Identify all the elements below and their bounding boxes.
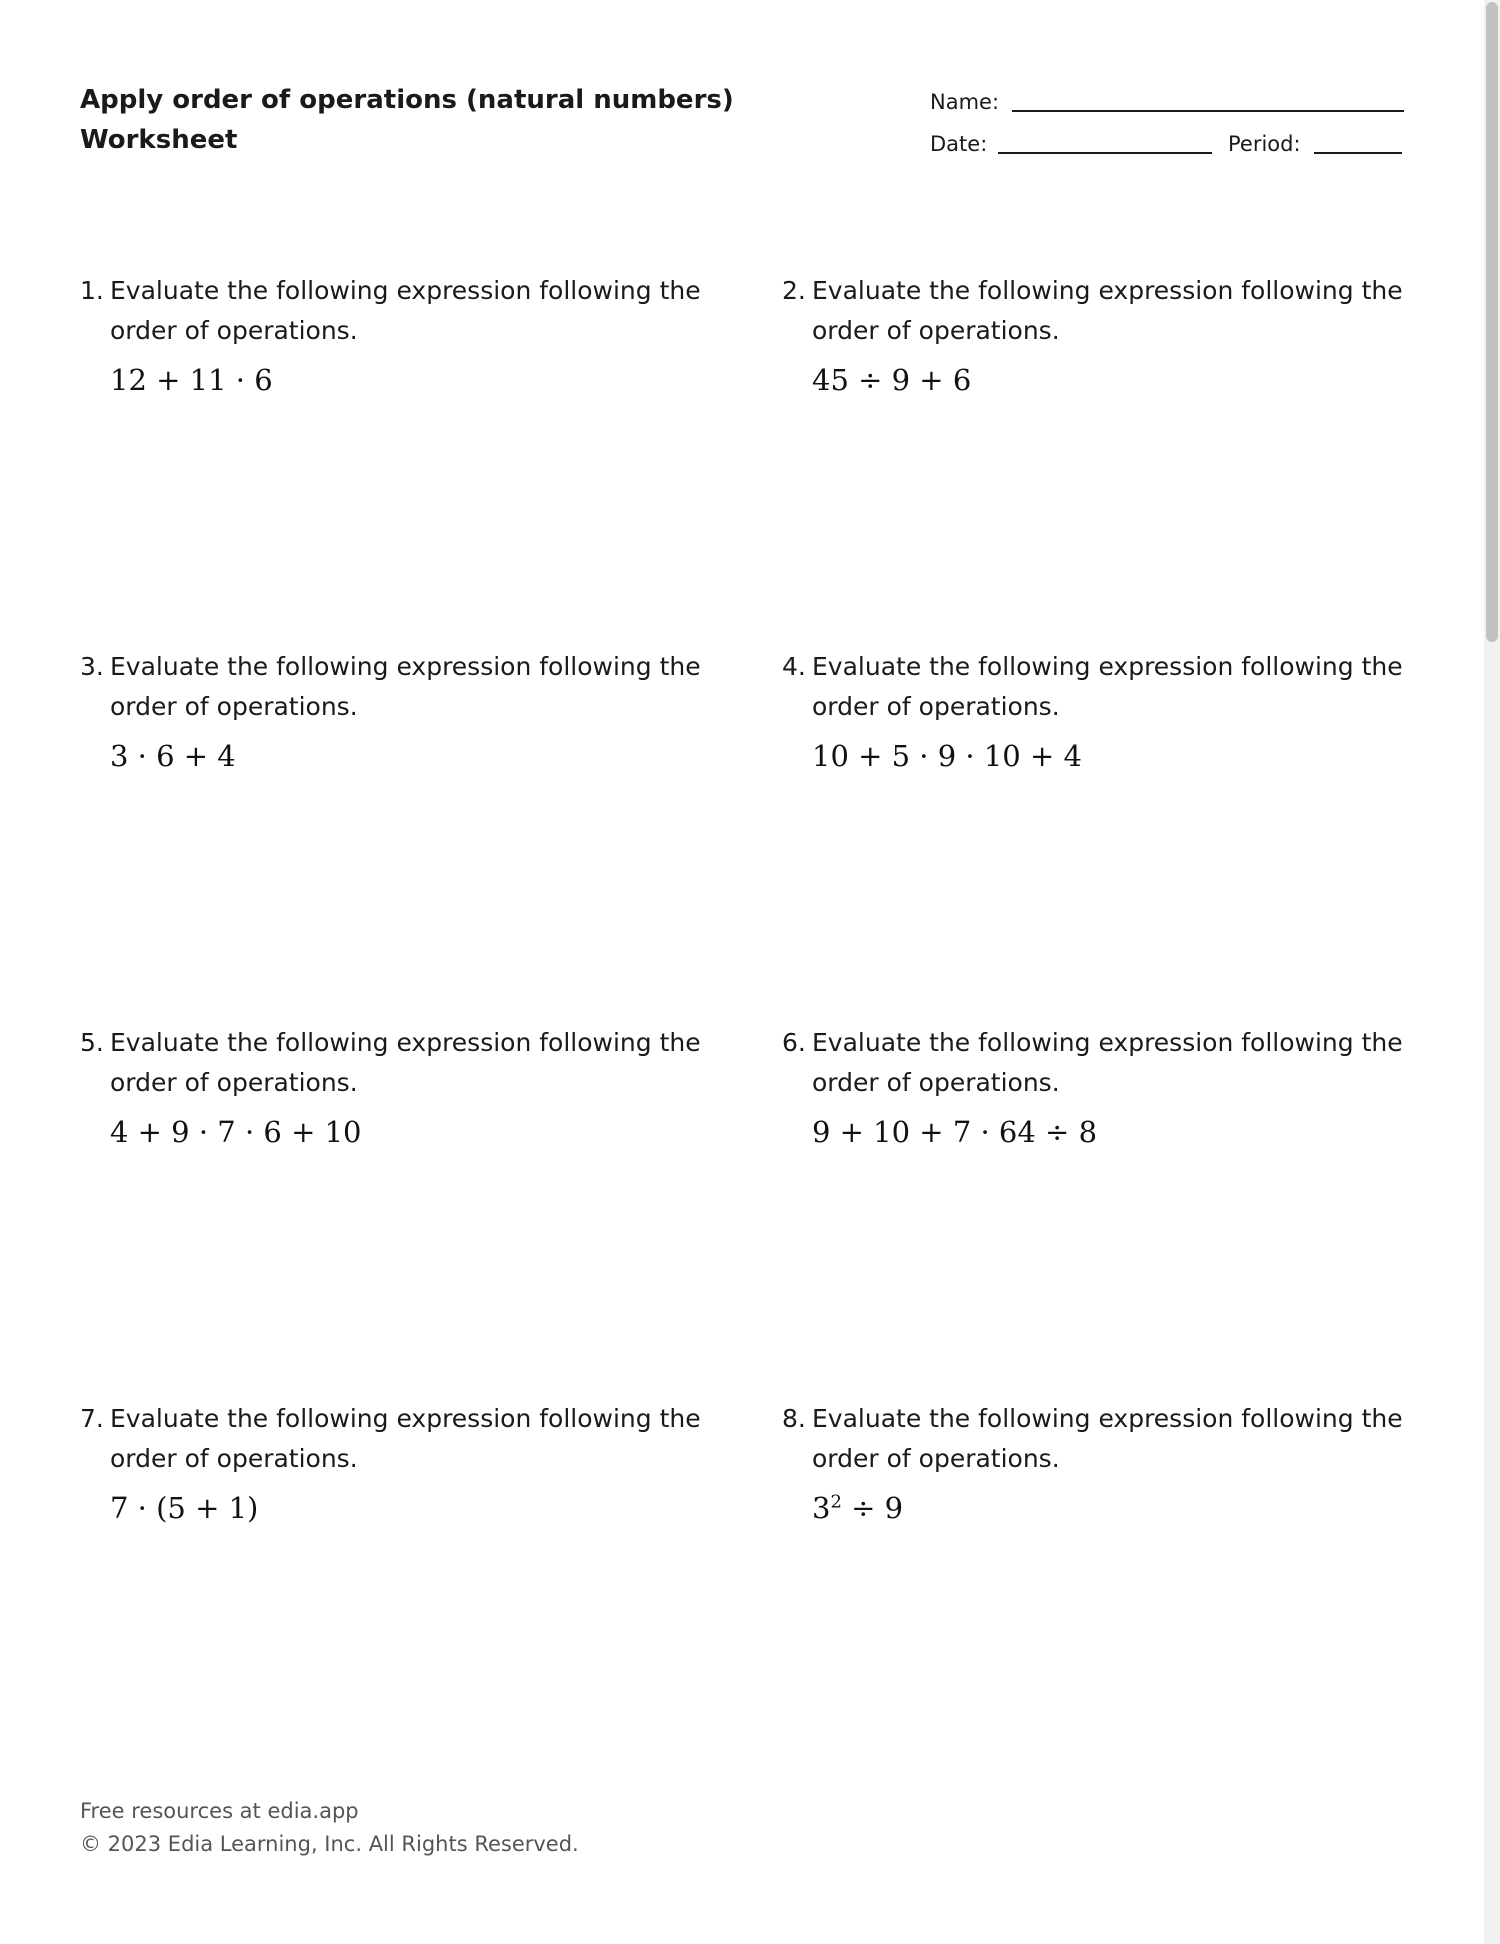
math-expression: 3 · 6 + 4 xyxy=(110,739,236,773)
question-prompt: Evaluate the following expression following the order of operations. xyxy=(812,652,1403,721)
worksheet-heading xyxy=(80,80,734,160)
question-prompt: Evaluate the following expression following the order of operations. xyxy=(110,652,701,721)
date-label: Date: xyxy=(930,132,988,156)
question-prompt: Evaluate the following expression following the order of operations. xyxy=(812,1028,1403,1097)
question-prompt: Evaluate the following expression following the order of operations. xyxy=(812,1404,1403,1473)
math-expression: 7 · (5 + 1) xyxy=(110,1491,259,1525)
name-label: Name: xyxy=(930,90,1000,114)
question-3 xyxy=(80,647,720,773)
question-4 xyxy=(782,647,1422,773)
expression-base: 3 xyxy=(812,1491,831,1525)
name-field[interactable] xyxy=(1012,110,1404,112)
math-expression: 12 + 11 · 6 xyxy=(110,363,273,397)
vertical-scrollbar[interactable] xyxy=(1484,0,1500,1944)
period-field[interactable] xyxy=(1314,152,1402,154)
footer-copyright: © 2023 Edia Learning, Inc. All Rights Reserved. xyxy=(80,1832,579,1856)
question-prompt: Evaluate the following expression following the order of operations. xyxy=(812,276,1403,345)
math-expression: 9 + 10 + 7 · 64 ÷ 8 xyxy=(812,1115,1098,1149)
question-8 xyxy=(782,1399,1422,1525)
question-number: 5. xyxy=(80,1028,104,1057)
date-field[interactable] xyxy=(998,152,1212,154)
question-6 xyxy=(782,1023,1422,1149)
period-label: Period: xyxy=(1228,132,1301,156)
question-prompt: Evaluate the following expression following the order of operations. xyxy=(110,1404,701,1473)
worksheet-subtitle: Worksheet xyxy=(80,125,238,155)
question-prompt: Evaluate the following expression following the order of operations. xyxy=(110,276,701,345)
question-prompt: Evaluate the following expression following the order of operations. xyxy=(110,1028,701,1097)
footer-resources: Free resources at edia.app xyxy=(80,1799,359,1823)
math-expression: 4 + 9 · 7 · 6 + 10 xyxy=(110,1115,362,1149)
question-2 xyxy=(782,271,1422,397)
question-7 xyxy=(80,1399,720,1525)
question-number: 2. xyxy=(782,276,806,305)
question-number: 7. xyxy=(80,1404,104,1433)
math-expression: 45 ÷ 9 + 6 xyxy=(812,363,972,397)
question-5 xyxy=(80,1023,720,1149)
question-number: 3. xyxy=(80,652,104,681)
question-number: 1. xyxy=(80,276,104,305)
question-number: 8. xyxy=(782,1404,806,1433)
worksheet-title: Apply order of operations (natural numbers) xyxy=(80,85,734,115)
scrollbar-thumb[interactable] xyxy=(1486,2,1498,642)
question-1 xyxy=(80,271,720,397)
expression-exponent: 2 xyxy=(830,1491,842,1513)
math-expression: 10 + 5 · 9 · 10 + 4 xyxy=(812,739,1082,773)
question-number: 6. xyxy=(782,1028,806,1057)
question-number: 4. xyxy=(782,652,806,681)
math-expression xyxy=(812,1491,1422,1525)
expression-rest: ÷ 9 xyxy=(841,1491,904,1525)
footer xyxy=(80,1795,579,1861)
